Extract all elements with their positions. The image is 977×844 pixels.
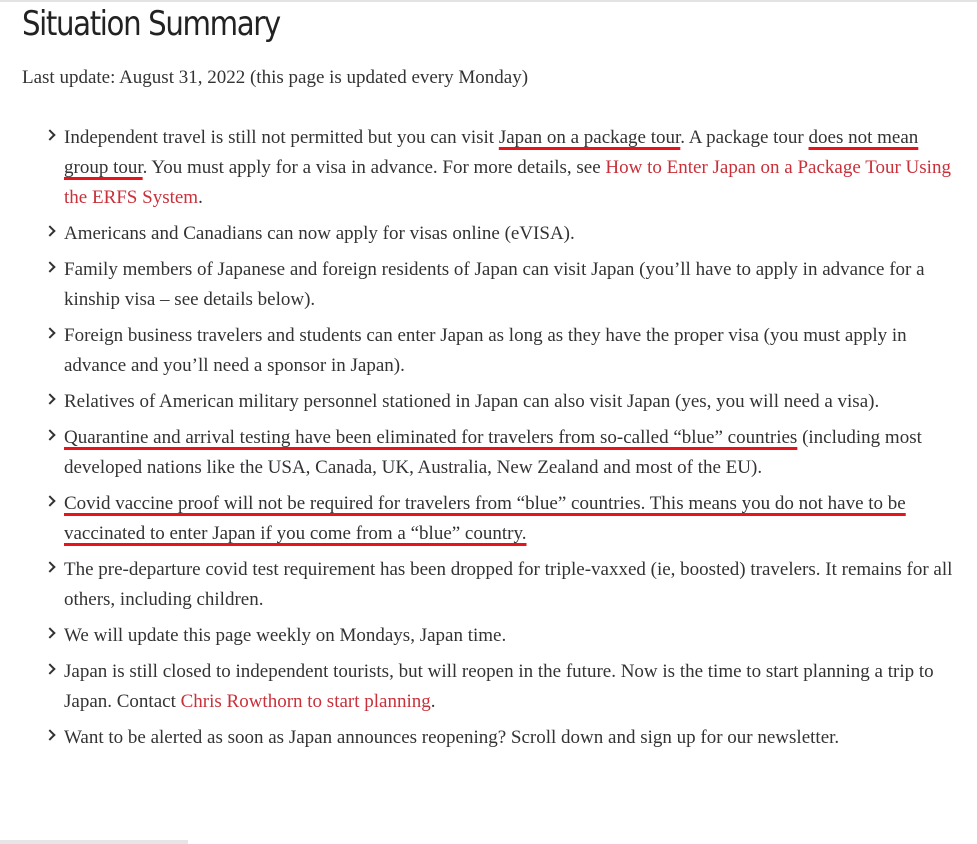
bullet-text: The pre-departure covid test requirement has been dropped for triple-vaxxed (ie, boosted) travelers. It remains for all others, including children. bbox=[64, 559, 953, 610]
inline-link[interactable]: Chris Rowthorn to start planning bbox=[180, 691, 431, 712]
chevron-right-icon bbox=[44, 327, 55, 338]
page-title: Situation Summary bbox=[22, 4, 280, 44]
chevron-right-icon bbox=[44, 729, 55, 740]
chevron-right-icon bbox=[44, 225, 55, 236]
bullet-text: Family members of Japanese and foreign residents of Japan can visit Japan (you’ll have to apply in advance for a kinship visa – see details below). bbox=[64, 259, 925, 310]
list-item bbox=[0, 621, 977, 651]
list-item bbox=[0, 321, 977, 381]
list-item bbox=[0, 219, 977, 249]
bullet-text: We will update this page weekly on Mondays, Japan time. bbox=[64, 625, 507, 646]
bullet-text: Foreign business travelers and students can enter Japan as long as they have the proper visa (you must apply in advance and you’ll need a sponsor in Japan). bbox=[64, 325, 907, 376]
situation-bullet-list bbox=[0, 123, 977, 759]
highlighted-text: Japan on a package tour bbox=[498, 127, 681, 148]
bullet-text: . bbox=[198, 187, 203, 208]
bullet-text: Want to be alerted as soon as Japan announces reopening? Scroll down and sign up for our newsletter. bbox=[64, 727, 840, 748]
chevron-right-icon bbox=[44, 663, 55, 674]
last-update-text: Last update: August 31, 2022 (this page is updated every Monday) bbox=[22, 67, 529, 88]
list-item bbox=[0, 723, 977, 753]
chevron-right-icon bbox=[44, 561, 55, 572]
list-item bbox=[0, 255, 977, 315]
bullet-text: . You must apply for a visa in advance. For more details, see bbox=[142, 157, 606, 178]
top-divider bbox=[0, 0, 977, 2]
bullet-text: Relatives of American military personnel stationed in Japan can also visit Japan (yes, you will need a visa). bbox=[64, 391, 880, 412]
chevron-right-icon bbox=[44, 627, 55, 638]
chevron-right-icon bbox=[44, 393, 55, 404]
bullet-text: Independent travel is still not permitted but you can visit bbox=[64, 127, 499, 148]
bullet-text: . A package tour bbox=[680, 127, 809, 148]
highlighted-text: Quarantine and arrival testing have been eliminated for travelers from so-called “blue” countries bbox=[64, 427, 798, 448]
list-item bbox=[0, 489, 977, 549]
highlighted-text: Covid vaccine proof will not be required for travelers from “blue” countries. This means you do not have to be vaccinated to enter Japan if you come from a “blue” country. bbox=[64, 493, 906, 544]
horizontal-scrollbar[interactable] bbox=[0, 840, 188, 844]
chevron-right-icon bbox=[44, 495, 55, 506]
bullet-text: Americans and Canadians can now apply for visas online (eVISA). bbox=[64, 223, 575, 244]
list-item bbox=[0, 123, 977, 213]
bullet-text: Japan is still closed to independent tourists, but will reopen in the future. Now is the time to start planning a trip to Japan. Contact bbox=[64, 661, 934, 712]
list-item bbox=[0, 387, 977, 417]
list-item bbox=[0, 657, 977, 717]
chevron-right-icon bbox=[44, 429, 55, 440]
inline-link[interactable]: How to Enter Japan on a Package Tour Using the ERFS System bbox=[64, 157, 951, 208]
chevron-right-icon bbox=[44, 129, 55, 140]
bullet-text: (including most developed nations like the USA, Canada, UK, Australia, New Zealand and most of the EU). bbox=[64, 427, 922, 478]
chevron-right-icon bbox=[44, 261, 55, 272]
bullet-text: . bbox=[430, 691, 436, 712]
list-item bbox=[0, 555, 977, 615]
list-item bbox=[0, 423, 977, 483]
highlighted-text: does not mean group tour bbox=[64, 127, 919, 178]
